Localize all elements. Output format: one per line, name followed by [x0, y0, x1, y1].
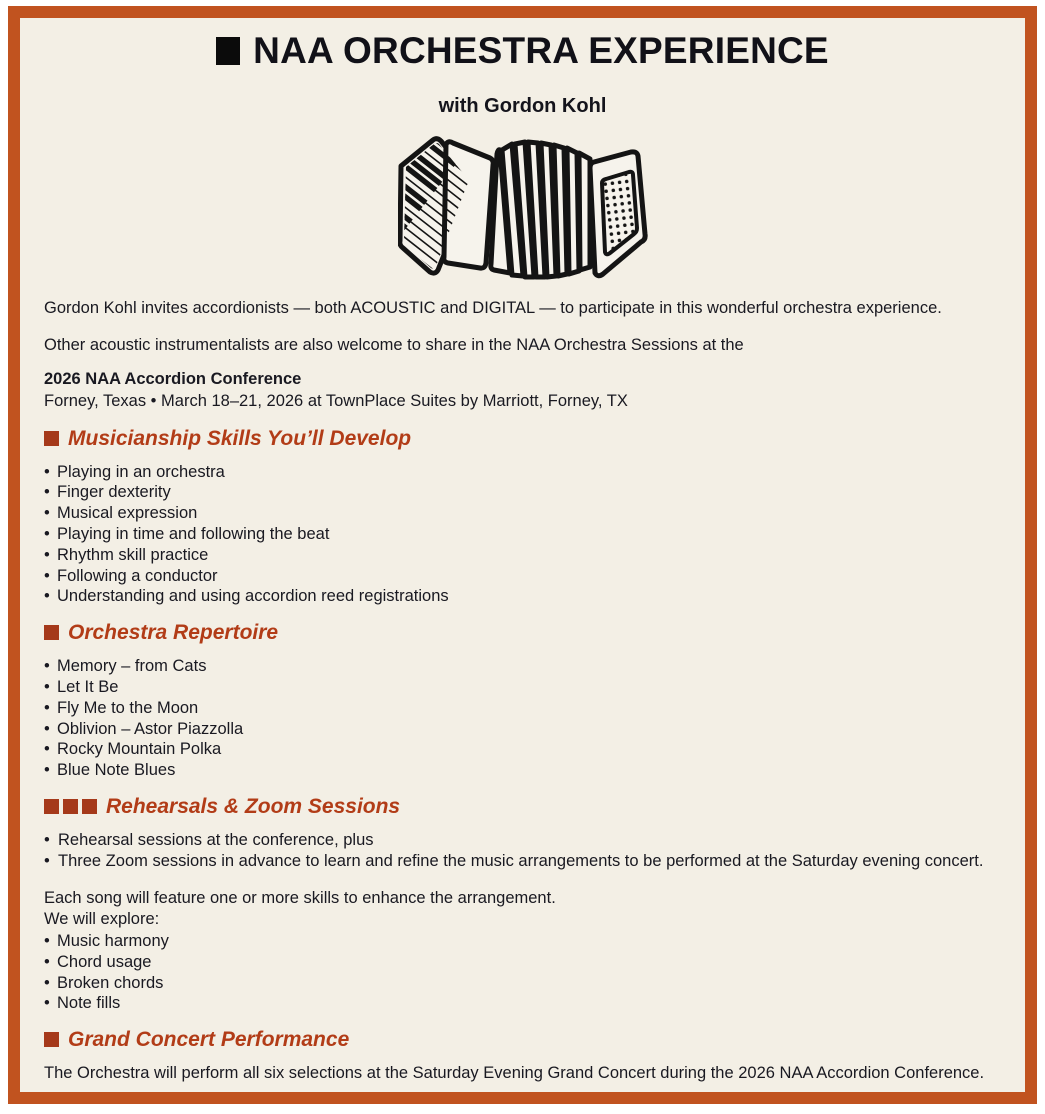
- list-item: • Finger dexterity: [44, 482, 1003, 503]
- rehearsals-list: [44, 830, 1003, 872]
- list-item: • Rocky Mountain Polka: [44, 739, 1003, 760]
- accordion-illustration: [32, 130, 1013, 290]
- list-item: • Three Zoom sessions in advance to learn and refine the music arrangements to be performed at the Saturday evening concert.: [44, 851, 1003, 872]
- triple-square-marker-icon: [44, 799, 97, 814]
- list-item: • Blue Note Blues: [44, 760, 1003, 781]
- page-subtitle: with Gordon Kohl: [438, 94, 607, 117]
- rehearsals-note-line-1: Each song will feature one or more skills to enhance the arrangement.: [44, 888, 556, 907]
- list-item: • Playing in an orchestra: [44, 462, 1003, 483]
- intro-paragraph-1: Gordon Kohl invites accordionists — both ACOUSTIC and DIGITAL — to participate in this wonderful orchestra experience.: [44, 298, 942, 317]
- concert-body: The Orchestra will perform all six selections at the Saturday Evening Grand Concert during the 2026 NAA Accordion Conference.: [44, 1064, 985, 1083]
- accordion-icon: [398, 130, 648, 290]
- flyer-frame: [8, 6, 1037, 1104]
- intro-paragraph-2: Other acoustic instrumentalists are also welcome to share in the NAA Orchestra Sessions at the: [44, 335, 744, 354]
- section-heading-concert-text: Grand Concert Performance: [68, 1028, 350, 1052]
- black-square-icon: [216, 37, 240, 65]
- list-item: • Chord usage: [44, 952, 1003, 973]
- list-item: • Broken chords: [44, 973, 1003, 994]
- list-item: • Oblivion – Astor Piazzolla: [44, 719, 1003, 740]
- explore-list: [44, 931, 1003, 1014]
- list-item: • Understanding and using accordion reed registrations: [44, 586, 1003, 607]
- flyer-body: [32, 298, 1013, 1085]
- square-marker-icon: [44, 625, 59, 640]
- skills-list: [44, 462, 1003, 607]
- list-item: • Memory – from Cats: [44, 656, 1003, 677]
- square-marker-icon: [44, 431, 59, 446]
- list-item: • Note fills: [44, 993, 1003, 1014]
- section-heading-repertoire: [44, 621, 1003, 644]
- section-heading-skills: [44, 427, 1003, 450]
- list-item: • Fly Me to the Moon: [44, 698, 1003, 719]
- rehearsals-note-line-2: We will explore:: [44, 910, 160, 929]
- conference-name: 2026 NAA Accordion Conference: [44, 370, 302, 389]
- conference-location: Forney, Texas • March 18–21, 2026 at TownPlace Suites by Marriott, Forney, TX: [44, 391, 628, 410]
- section-heading-repertoire-text: Orchestra Repertoire: [68, 621, 279, 645]
- event-details: [44, 369, 1003, 413]
- list-item: • Following a conductor: [44, 566, 1003, 587]
- list-item: • Playing in time and following the beat: [44, 524, 1003, 545]
- section-heading-rehearsals-text: Rehearsals & Zoom Sessions: [106, 794, 401, 818]
- list-item: • Musical expression: [44, 503, 1003, 524]
- list-item: • Let It Be: [44, 677, 1003, 698]
- section-heading-rehearsals: [44, 795, 1003, 818]
- repertoire-list: [44, 656, 1003, 781]
- page-title-text: NAA ORCHESTRA EXPERIENCE: [253, 30, 829, 71]
- square-marker-icon: [44, 1032, 59, 1047]
- page-title: [32, 32, 1013, 71]
- list-item: • Music harmony: [44, 931, 1003, 952]
- section-heading-concert: [44, 1028, 1003, 1051]
- list-item: • Rhythm skill practice: [44, 545, 1003, 566]
- list-item: • Rehearsal sessions at the conference, plus: [44, 830, 1003, 851]
- section-heading-skills-text: Musicianship Skills You’ll Develop: [68, 426, 412, 450]
